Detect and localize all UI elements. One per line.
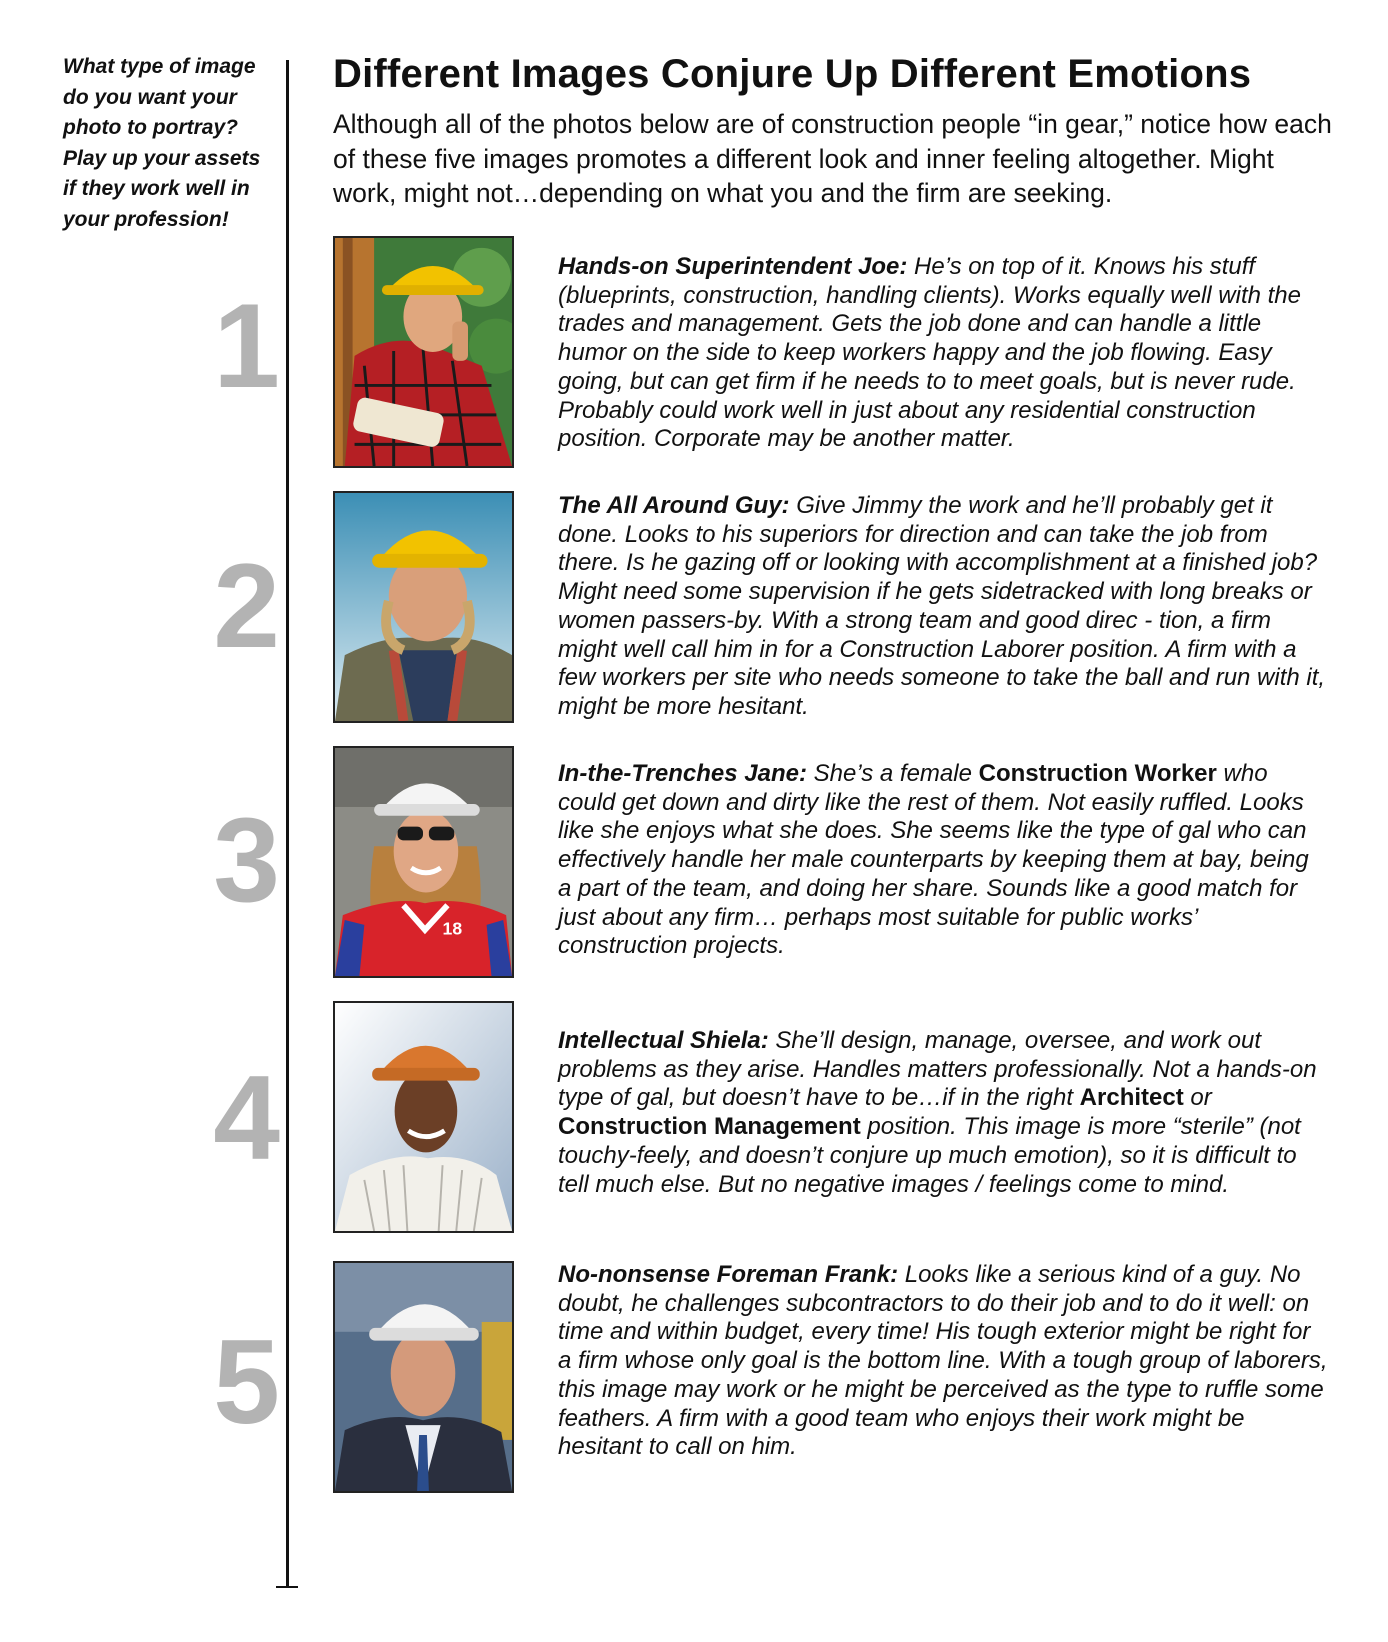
entry-number-4: 4 bbox=[213, 1051, 280, 1185]
entry-number-5: 5 bbox=[213, 1315, 280, 1449]
entry-text-2 bbox=[558, 492, 1328, 722]
all-around-guy-photo bbox=[333, 491, 514, 723]
entry-lead-3: In-the-Trenches Jane: bbox=[558, 760, 807, 787]
hands-on-superintendent-photo bbox=[333, 236, 514, 468]
intro-paragraph: Although all of the photos below are of construction people “in gear,” notice how each of these five images promotes a different look and inner feeling altogether. Might work, might not…depending on what you and the firm are seeking. bbox=[333, 109, 1332, 208]
entry-body-2: Give Jimmy the work and he’ll probably get it done. Looks to his superiors for direction and can take the job from there. Is he gazing off or looking with accomplishment at a finished job? Might need some supervision if he gets sidetracked with long breaks or women passers-by. With a strong team and good direc - tion, a firm might well call him in for a Construction Laborer position. A firm with a few workers per site who needs someone to take the ball and run with it, might be more hesitant. bbox=[558, 492, 1326, 720]
entry-number-1: 1 bbox=[213, 279, 280, 413]
entry-emphasis-construction-worker: Construction Worker bbox=[978, 760, 1217, 787]
jersey-number: 18 bbox=[442, 918, 463, 939]
entry-lead-5: No-nonsense Foreman Frank: bbox=[558, 1261, 899, 1288]
entry-lead-4: Intellectual Shiela: bbox=[558, 1027, 769, 1054]
entry-body-3a: She’s a female bbox=[806, 760, 979, 787]
entry-number-2: 2 bbox=[213, 539, 280, 673]
foreman-photo bbox=[333, 1261, 514, 1493]
intellectual-photo bbox=[333, 1001, 514, 1233]
entry-lead-1: Hands-on Superintendent Joe: bbox=[558, 253, 908, 280]
entry-text-3 bbox=[558, 760, 1328, 961]
entry-emphasis-construction-management: Construction Management bbox=[558, 1113, 861, 1141]
in-the-trenches-photo bbox=[333, 746, 514, 978]
entry-body-4a: She’ll design, manage, oversee, and work out problems as they arise. Handles matters professionally. Not a hands-on type of gal, but doesn’t have to be…if in the right bbox=[558, 1027, 1317, 1112]
entry-emphasis-architect: Architect bbox=[1079, 1084, 1184, 1112]
entry-body-3b: who could get down and dirty like the rest of them. Not easily ruffled. Looks like she enjoys what she does. She seems like the type of gal who can effectively handle her male counterparts by keeping them at bay, being a part of the team, and doing her share. Sounds like a good match for just about any firm… perhaps most suitable for public works’ construction projects. bbox=[558, 760, 1309, 960]
entry-body-4c: position. This image is more “sterile” (not touchy-feely, and doesn’t conjure up much emotion), so it is difficult to tell much else. But no negative images / feelings come to mind. bbox=[558, 1113, 1301, 1198]
entry-text-4 bbox=[558, 1027, 1328, 1199]
entry-text-5 bbox=[558, 1261, 1328, 1462]
entry-number-3: 3 bbox=[213, 793, 280, 927]
entry-lead-2: The All Around Guy: bbox=[558, 492, 790, 519]
entry-body-4b: or bbox=[1183, 1084, 1212, 1112]
sidebar-note: What type of image do you want your photo to portray? Play up your assets if they work well in your profession! bbox=[63, 55, 261, 231]
entry-body-5: Looks like a serious kind of a guy. No doubt, he challenges subcontractors to do their job and to do it well: on time and within budget, every time! His tough exterior might be right for a firm whose only goal is the bottom line. With a tough group of laborers, this image may work or he might be perceived as the type to ruffle some feathers. A firm with a good team who enjoys their work might be hesitant to call on him. bbox=[558, 1261, 1328, 1461]
divider-foot bbox=[276, 1586, 298, 1588]
page-title: Different Images Conjure Up Different Emotions bbox=[333, 52, 1252, 96]
vertical-divider bbox=[286, 60, 289, 1588]
entry-text-1 bbox=[558, 253, 1328, 454]
entry-body-1: He’s on top of it. Knows his stuff (blueprints, construction, handling clients). Works equally well with the trades and management. Gets the job done and can handle a little humor on the side to keep workers happy and the job flowing. Easy going, but can get firm if he needs to to meet goals, but is never rude. Probably could work well in just about any residential construction position. Corporate may be another matter. bbox=[558, 253, 1302, 453]
